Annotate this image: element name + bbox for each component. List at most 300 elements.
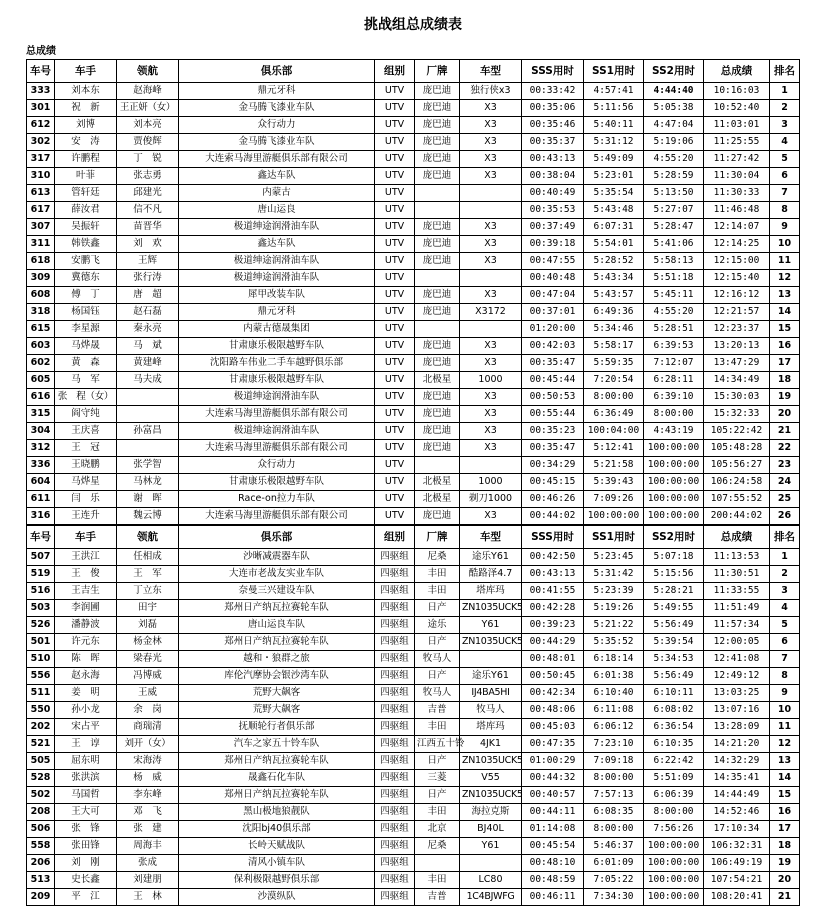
cell-total: 13:07:16 [704, 702, 770, 719]
cell-club: 郑州日产纳瓦拉赛轮车队 [179, 753, 375, 770]
cell-navigator: 刘建朋 [117, 872, 179, 889]
cell-brand: 庞巴迪 [415, 423, 460, 440]
cell-club: 极道绅途润滑油车队 [179, 219, 375, 236]
results-table [26, 59, 800, 906]
cell-navigator: 邱建光 [117, 185, 179, 202]
cell-rank: 21 [770, 423, 800, 440]
cell-total: 11:30:04 [704, 168, 770, 185]
cell-rank: 8 [770, 202, 800, 219]
cell-model [460, 457, 522, 474]
header-car-no: 车号 [27, 60, 55, 83]
cell-rank: 17 [770, 355, 800, 372]
cell-group: UTV [375, 406, 415, 423]
cell-ss2-time: 4:43:19 [644, 423, 704, 440]
cell-rank: 20 [770, 406, 800, 423]
cell-group: 四驱组 [375, 804, 415, 821]
cell-sss-time: 00:50:53 [522, 389, 584, 406]
cell-ss1-time: 5:31:12 [584, 134, 644, 151]
table-row [27, 219, 800, 236]
cell-ss2-time: 4:55:20 [644, 151, 704, 168]
cell-brand: 吉普 [415, 702, 460, 719]
cell-rank: 13 [770, 753, 800, 770]
cell-model: X3 [460, 236, 522, 253]
cell-navigator: 丁 锐 [117, 151, 179, 168]
cell-sss-time: 00:48:06 [522, 702, 584, 719]
cell-total: 12:15:00 [704, 253, 770, 270]
cell-car-no: 558 [27, 838, 55, 855]
cell-ss1-time: 6:11:08 [584, 702, 644, 719]
cell-brand: 牧马人 [415, 685, 460, 702]
cell-ss1-time: 5:58:17 [584, 338, 644, 355]
cell-brand: 庞巴迪 [415, 304, 460, 321]
cell-brand: 庞巴迪 [415, 389, 460, 406]
header-model: 车型 [460, 60, 522, 83]
header-navigator: 领航 [117, 60, 179, 83]
cell-car-no: 502 [27, 787, 55, 804]
cell-rank: 14 [770, 304, 800, 321]
cell-ss1-time: 5:23:45 [584, 549, 644, 566]
cell-brand: 庞巴迪 [415, 338, 460, 355]
cell-ss1-time: 6:10:40 [584, 685, 644, 702]
cell-model: X3172 [460, 304, 522, 321]
cell-club: 大连索马海里游艇俱乐部有限公司 [179, 440, 375, 457]
cell-sss-time: 00:44:32 [522, 770, 584, 787]
cell-sss-time: 00:47:35 [522, 736, 584, 753]
header-row [27, 60, 800, 83]
cell-ss1-time: 5:43:48 [584, 202, 644, 219]
cell-brand: 庞巴迪 [415, 134, 460, 151]
table-row [27, 423, 800, 440]
cell-group: 四驱组 [375, 872, 415, 889]
cell-driver: 刘博 [55, 117, 117, 134]
cell-club: 大连市老战友实业车队 [179, 566, 375, 583]
cell-car-no: 304 [27, 423, 55, 440]
cell-driver: 马烨星 [55, 474, 117, 491]
cell-group: UTV [375, 100, 415, 117]
cell-club: 内蒙古 [179, 185, 375, 202]
cell-brand [415, 270, 460, 287]
cell-brand: 庞巴迪 [415, 100, 460, 117]
cell-sss-time: 00:44:11 [522, 804, 584, 821]
cell-sss-time: 00:37:01 [522, 304, 584, 321]
cell-sss-time: 00:40:49 [522, 185, 584, 202]
cell-driver: 王洪江 [55, 549, 117, 566]
cell-total: 12:23:37 [704, 321, 770, 338]
cell-navigator: 马 斌 [117, 338, 179, 355]
cell-car-no: 503 [27, 600, 55, 617]
cell-rank: 6 [770, 168, 800, 185]
table-row [27, 651, 800, 668]
cell-car-no: 506 [27, 821, 55, 838]
cell-ss1-time: 5:23:01 [584, 168, 644, 185]
cell-model: 1C4BJWFG [460, 889, 522, 906]
cell-sss-time: 00:33:42 [522, 83, 584, 100]
cell-ss2-time: 6:06:39 [644, 787, 704, 804]
cell-rank: 4 [770, 134, 800, 151]
cell-ss1-time: 5:28:52 [584, 253, 644, 270]
cell-ss2-time: 5:34:53 [644, 651, 704, 668]
cell-driver: 赵永海 [55, 668, 117, 685]
header-ss2-time: SS2用时 [644, 60, 704, 83]
cell-driver: 王连升 [55, 508, 117, 526]
cell-group: UTV [375, 83, 415, 100]
cell-total: 13:47:29 [704, 355, 770, 372]
cell-navigator: 赵海峰 [117, 83, 179, 100]
cell-model [460, 321, 522, 338]
cell-model: X3 [460, 219, 522, 236]
table-row [27, 134, 800, 151]
cell-ss2-time: 5:41:06 [644, 236, 704, 253]
cell-club: 唐山运良车队 [179, 617, 375, 634]
cell-ss1-time: 5:46:37 [584, 838, 644, 855]
cell-car-no: 209 [27, 889, 55, 906]
cell-ss2-time: 5:49:55 [644, 600, 704, 617]
cell-navigator: 余 岗 [117, 702, 179, 719]
cell-car-no: 507 [27, 549, 55, 566]
cell-car-no: 526 [27, 617, 55, 634]
cell-total: 11:03:01 [704, 117, 770, 134]
cell-navigator: 王威 [117, 685, 179, 702]
cell-driver: 韩铁鑫 [55, 236, 117, 253]
table-row [27, 117, 800, 134]
cell-rank: 1 [770, 549, 800, 566]
cell-sss-time: 00:46:26 [522, 491, 584, 508]
table-row [27, 321, 800, 338]
cell-navigator: 杨金林 [117, 634, 179, 651]
cell-rank: 4 [770, 600, 800, 617]
cell-group: 四驱组 [375, 566, 415, 583]
cell-club: 甘肃康乐极限越野车队 [179, 474, 375, 491]
cell-sss-time: 00:39:18 [522, 236, 584, 253]
header-brand: 厂牌 [415, 525, 460, 549]
cell-driver: 张洪滨 [55, 770, 117, 787]
cell-group: UTV [375, 508, 415, 526]
cell-club: 荒野大飙客 [179, 702, 375, 719]
cell-club: 黑山极地狼靓队 [179, 804, 375, 821]
cell-navigator: 马林龙 [117, 474, 179, 491]
cell-ss1-time: 7:09:18 [584, 753, 644, 770]
header-club: 俱乐部 [179, 60, 375, 83]
cell-group: 四驱组 [375, 685, 415, 702]
cell-total: 14:52:46 [704, 804, 770, 821]
cell-rank: 11 [770, 253, 800, 270]
cell-navigator: 贾俊辉 [117, 134, 179, 151]
cell-total: 11:25:55 [704, 134, 770, 151]
cell-model [460, 202, 522, 219]
header-group: 组别 [375, 60, 415, 83]
cell-total: 14:21:20 [704, 736, 770, 753]
cell-group: 四驱组 [375, 583, 415, 600]
cell-car-no: 603 [27, 338, 55, 355]
cell-navigator: 王 林 [117, 889, 179, 906]
cell-group: UTV [375, 168, 415, 185]
cell-model: X3 [460, 423, 522, 440]
cell-navigator: 唐 超 [117, 287, 179, 304]
cell-car-no: 302 [27, 134, 55, 151]
table-row [27, 389, 800, 406]
cell-navigator: 刘开（女） [117, 736, 179, 753]
cell-ss2-time: 100:00:00 [644, 838, 704, 855]
cell-driver: 安 涛 [55, 134, 117, 151]
cell-sss-time: 00:35:46 [522, 117, 584, 134]
cell-navigator: 王辉 [117, 253, 179, 270]
table-row [27, 151, 800, 168]
table-row [27, 202, 800, 219]
table-row [27, 617, 800, 634]
cell-model: 1000 [460, 372, 522, 389]
cell-model: 途乐Y61 [460, 549, 522, 566]
table-row [27, 100, 800, 117]
cell-ss1-time: 5:59:35 [584, 355, 644, 372]
cell-brand: 牧马人 [415, 651, 460, 668]
cell-ss2-time: 100:00:00 [644, 855, 704, 872]
cell-group: 四驱组 [375, 855, 415, 872]
cell-brand: 日产 [415, 634, 460, 651]
cell-navigator: 梁春光 [117, 651, 179, 668]
cell-group: UTV [375, 338, 415, 355]
header-ss1-time: SS1用时 [584, 525, 644, 549]
cell-group: 四驱组 [375, 838, 415, 855]
cell-navigator: 丁立东 [117, 583, 179, 600]
cell-ss2-time: 5:28:47 [644, 219, 704, 236]
cell-club: 极道绅途润滑油车队 [179, 253, 375, 270]
cell-total: 11:13:53 [704, 549, 770, 566]
table-row [27, 168, 800, 185]
cell-ss1-time: 5:21:22 [584, 617, 644, 634]
cell-ss2-time: 5:07:18 [644, 549, 704, 566]
cell-total: 11:27:42 [704, 151, 770, 168]
cell-group: UTV [375, 440, 415, 457]
cell-ss1-time: 5:43:57 [584, 287, 644, 304]
cell-club: 抚顺轮行者俱乐部 [179, 719, 375, 736]
cell-ss1-time: 5:43:34 [584, 270, 644, 287]
cell-model: BJ40L [460, 821, 522, 838]
cell-total: 10:52:40 [704, 100, 770, 117]
cell-car-no: 505 [27, 753, 55, 770]
cell-model: X3 [460, 134, 522, 151]
cell-ss1-time: 5:39:43 [584, 474, 644, 491]
cell-total: 12:14:07 [704, 219, 770, 236]
cell-sss-time: 00:43:13 [522, 566, 584, 583]
cell-brand: 庞巴迪 [415, 287, 460, 304]
cell-total: 107:55:52 [704, 491, 770, 508]
cell-driver: 陈 晖 [55, 651, 117, 668]
page-title: 挑战组总成绩表 [364, 17, 462, 33]
cell-ss2-time: 4:47:04 [644, 117, 704, 134]
cell-group: 四驱组 [375, 770, 415, 787]
cell-club: 极道绅途润滑油车队 [179, 389, 375, 406]
cell-ss1-time: 5:35:52 [584, 634, 644, 651]
cell-navigator: 宋海涛 [117, 753, 179, 770]
cell-driver: 屈东明 [55, 753, 117, 770]
cell-club: 保利极限越野俱乐部 [179, 872, 375, 889]
cell-model: X3 [460, 355, 522, 372]
cell-total: 13:20:13 [704, 338, 770, 355]
cell-group: 四驱组 [375, 634, 415, 651]
cell-group: UTV [375, 372, 415, 389]
cell-model: X3 [460, 440, 522, 457]
cell-model [460, 651, 522, 668]
cell-club: 晟鑫石化车队 [179, 770, 375, 787]
table-row [27, 491, 800, 508]
header-sss-time: SSS用时 [522, 60, 584, 83]
cell-brand: 庞巴迪 [415, 440, 460, 457]
table-row [27, 185, 800, 202]
cell-car-no: 501 [27, 634, 55, 651]
cell-driver: 宋占平 [55, 719, 117, 736]
cell-ss1-time: 4:57:41 [584, 83, 644, 100]
cell-brand [415, 321, 460, 338]
cell-rank: 17 [770, 821, 800, 838]
cell-group: UTV [375, 304, 415, 321]
table-row [27, 668, 800, 685]
cell-car-no: 516 [27, 583, 55, 600]
cell-sss-time: 00:44:29 [522, 634, 584, 651]
cell-total: 105:22:42 [704, 423, 770, 440]
cell-sss-time: 00:55:44 [522, 406, 584, 423]
cell-brand: 尼桑 [415, 549, 460, 566]
table-row [27, 804, 800, 821]
cell-sss-time: 00:37:49 [522, 219, 584, 236]
cell-driver: 阎守纯 [55, 406, 117, 423]
cell-total: 105:56:27 [704, 457, 770, 474]
cell-brand [415, 202, 460, 219]
cell-ss1-time: 100:04:00 [584, 423, 644, 440]
cell-ss1-time: 5:35:54 [584, 185, 644, 202]
cell-ss2-time: 5:28:21 [644, 583, 704, 600]
table-row [27, 838, 800, 855]
cell-car-no: 604 [27, 474, 55, 491]
cell-group: 四驱组 [375, 668, 415, 685]
cell-car-no: 521 [27, 736, 55, 753]
cell-group: 四驱组 [375, 889, 415, 906]
cell-group: UTV [375, 389, 415, 406]
header-rank: 排名 [770, 60, 800, 83]
cell-club: 清风小镇车队 [179, 855, 375, 872]
cell-ss2-time: 6:36:54 [644, 719, 704, 736]
table-row [27, 770, 800, 787]
cell-total: 108:20:41 [704, 889, 770, 906]
cell-brand: 北京 [415, 821, 460, 838]
cell-ss2-time: 5:58:13 [644, 253, 704, 270]
cell-total: 14:34:49 [704, 372, 770, 389]
cell-ss2-time: 100:00:00 [644, 508, 704, 526]
cell-ss2-time: 6:22:42 [644, 753, 704, 770]
table-row [27, 566, 800, 583]
cell-car-no: 612 [27, 117, 55, 134]
cell-driver: 吴振轩 [55, 219, 117, 236]
cell-group: 四驱组 [375, 753, 415, 770]
cell-rank: 10 [770, 702, 800, 719]
cell-sss-time: 00:40:57 [522, 787, 584, 804]
cell-rank: 5 [770, 151, 800, 168]
cell-ss1-time: 5:19:26 [584, 600, 644, 617]
cell-sss-time: 00:34:29 [522, 457, 584, 474]
cell-driver: 李星源 [55, 321, 117, 338]
cell-club: 鑫达车队 [179, 236, 375, 253]
cell-navigator: 张行涛 [117, 270, 179, 287]
cell-driver: 王 冠 [55, 440, 117, 457]
cell-brand: 吉普 [415, 889, 460, 906]
cell-rank: 12 [770, 270, 800, 287]
cell-total: 107:54:21 [704, 872, 770, 889]
cell-group: UTV [375, 219, 415, 236]
cell-model: ZN1035UCK5 [460, 600, 522, 617]
cell-rank: 2 [770, 100, 800, 117]
cell-model: IJ4BA5HI [460, 685, 522, 702]
cell-ss2-time: 100:00:00 [644, 440, 704, 457]
cell-car-no: 510 [27, 651, 55, 668]
cell-club: 众行动力 [179, 457, 375, 474]
cell-sss-time: 00:45:44 [522, 372, 584, 389]
cell-brand: 途乐 [415, 617, 460, 634]
cell-driver: 薛汝君 [55, 202, 117, 219]
cell-brand [415, 855, 460, 872]
cell-brand: 庞巴迪 [415, 219, 460, 236]
cell-driver: 许鹏程 [55, 151, 117, 168]
cell-driver: 王大可 [55, 804, 117, 821]
cell-total: 106:32:31 [704, 838, 770, 855]
table-row [27, 372, 800, 389]
cell-rank: 14 [770, 770, 800, 787]
table-row [27, 889, 800, 906]
cell-total: 11:57:34 [704, 617, 770, 634]
table-row [27, 702, 800, 719]
cell-rank: 18 [770, 838, 800, 855]
cell-car-no: 550 [27, 702, 55, 719]
cell-club: 郑州日产纳瓦拉赛轮车队 [179, 600, 375, 617]
cell-model: X3 [460, 287, 522, 304]
cell-total: 12:15:40 [704, 270, 770, 287]
cell-total: 12:00:05 [704, 634, 770, 651]
cell-rank: 22 [770, 440, 800, 457]
table-row [27, 787, 800, 804]
cell-ss1-time: 5:23:39 [584, 583, 644, 600]
cell-driver: 马国哲 [55, 787, 117, 804]
header-driver: 车手 [55, 60, 117, 83]
cell-navigator: 刘本亮 [117, 117, 179, 134]
cell-group: 四驱组 [375, 736, 415, 753]
cell-club: 奈曼三兴建设车队 [179, 583, 375, 600]
cell-model: 途乐Y61 [460, 668, 522, 685]
cell-total: 13:28:09 [704, 719, 770, 736]
cell-brand: 北极星 [415, 372, 460, 389]
cell-club: 沈阳路车伟业二手车越野俱乐部 [179, 355, 375, 372]
cell-total: 12:14:25 [704, 236, 770, 253]
cell-group: UTV [375, 457, 415, 474]
cell-navigator: 王正妍（女） [117, 100, 179, 117]
cell-sss-time: 00:35:47 [522, 355, 584, 372]
cell-driver: 王 俊 [55, 566, 117, 583]
cell-car-no: 616 [27, 389, 55, 406]
cell-model: ZN1035UCK5 [460, 634, 522, 651]
cell-driver: 刘本东 [55, 83, 117, 100]
cell-sss-time: 01:14:08 [522, 821, 584, 838]
cell-car-no: 528 [27, 770, 55, 787]
cell-rank: 16 [770, 338, 800, 355]
cell-driver: 姜 明 [55, 685, 117, 702]
cell-total: 106:49:19 [704, 855, 770, 872]
cell-group: UTV [375, 185, 415, 202]
header-brand: 厂牌 [415, 60, 460, 83]
cell-model: LC80 [460, 872, 522, 889]
cell-model: X3 [460, 117, 522, 134]
cell-model [460, 855, 522, 872]
cell-car-no: 307 [27, 219, 55, 236]
cell-club: 极道绅途润滑油车队 [179, 270, 375, 287]
cell-car-no: 310 [27, 168, 55, 185]
cell-driver: 马 军 [55, 372, 117, 389]
